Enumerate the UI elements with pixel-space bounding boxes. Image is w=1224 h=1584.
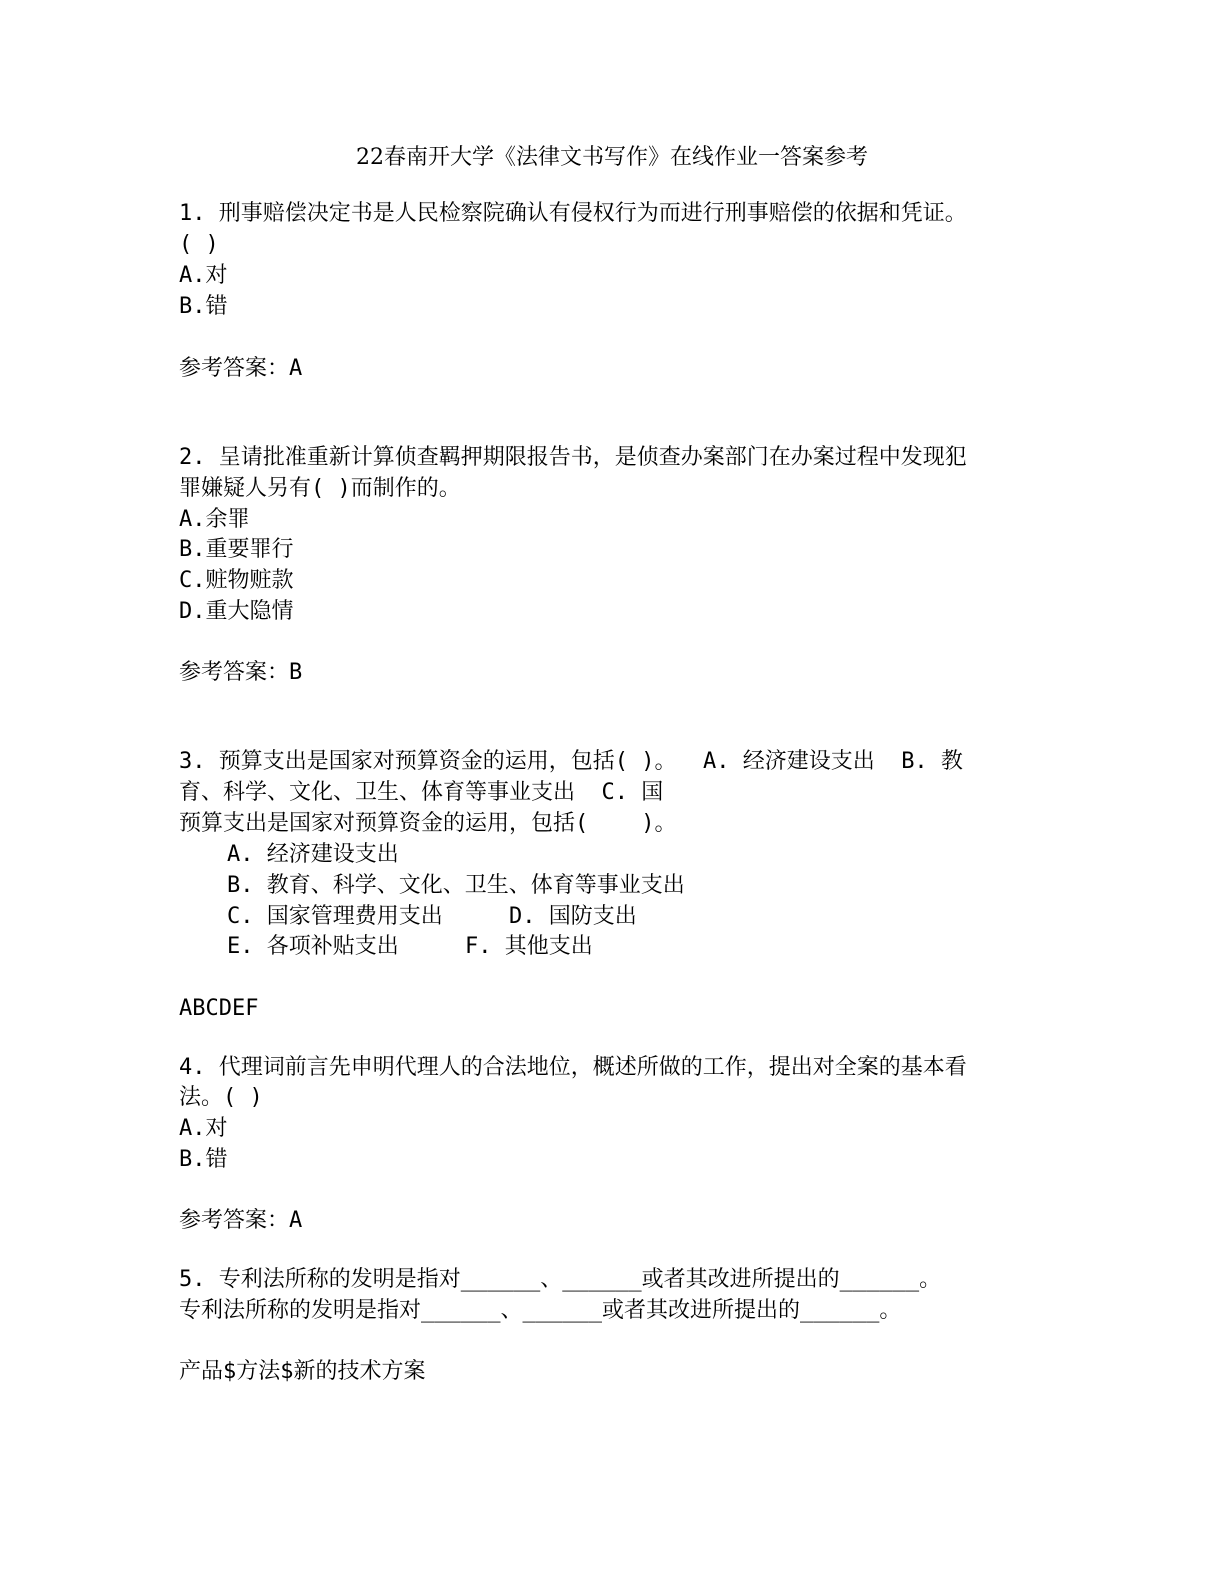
question-2-option-a: A.余罪 <box>179 507 250 532</box>
question-3-option-a: A. 经济建设支出 <box>227 842 399 867</box>
question-3-text: 3. 预算支出是国家对预算资金的运用，包括( )。 A. 经济建设支出 B. 教 <box>179 749 963 774</box>
question-1-option-b: B.错 <box>179 294 228 319</box>
question-5-answer: 产品$方法$新的技术方案 <box>179 1359 426 1384</box>
page-title: 22春南开大学《法律文书写作》在线作业一答案参考 <box>356 145 868 170</box>
question-3-option-cd: C. 国家管理费用支出 D. 国防支出 <box>227 904 637 929</box>
question-4-option-a: A.对 <box>179 1116 228 1141</box>
question-4-text: 4. 代理词前言先申明代理人的合法地位，概述所做的工作，提出对全案的基本看 <box>179 1055 967 1080</box>
question-2-answer: 参考答案：B <box>179 660 303 685</box>
question-3-text-repeat: 预算支出是国家对预算资金的运用，包括( )。 <box>179 811 677 836</box>
question-1-text-cont: ( ) <box>179 232 219 257</box>
question-3-option-ef: E. 各项补贴支出 F. 其他支出 <box>227 934 593 959</box>
question-2-text: 2. 呈请批准重新计算侦查羁押期限报告书，是侦查办案部门在办案过程中发现犯 <box>179 445 967 470</box>
question-4-answer: 参考答案：A <box>179 1208 303 1233</box>
question-4-text-cont: 法。( ) <box>179 1085 263 1110</box>
question-2-text-cont: 罪嫌疑人另有( )而制作的。 <box>179 476 461 501</box>
question-1-option-a: A.对 <box>179 263 228 288</box>
question-2-option-d: D.重大隐情 <box>179 599 294 624</box>
question-2-option-c: C.赃物赃款 <box>179 568 294 593</box>
question-3-text-cont: 育、科学、文化、卫生、体育等事业支出 C. 国 <box>179 780 664 805</box>
question-3-answer: ABCDEF <box>179 996 259 1021</box>
question-3-option-b: B. 教育、科学、文化、卫生、体育等事业支出 <box>227 873 685 898</box>
question-1-answer: 参考答案：A <box>179 356 303 381</box>
question-5-text: 5. 专利法所称的发明是指对______、______或者其改进所提出的______。 <box>179 1267 942 1292</box>
question-1-text: 1. 刑事赔偿决定书是人民检察院确认有侵权行为而进行刑事赔偿的依据和凭证。 <box>179 201 967 226</box>
question-2-option-b: B.重要罪行 <box>179 537 294 562</box>
question-5-text-repeat: 专利法所称的发明是指对______、______或者其改进所提出的______。 <box>179 1298 902 1323</box>
question-4-option-b: B.错 <box>179 1147 228 1172</box>
